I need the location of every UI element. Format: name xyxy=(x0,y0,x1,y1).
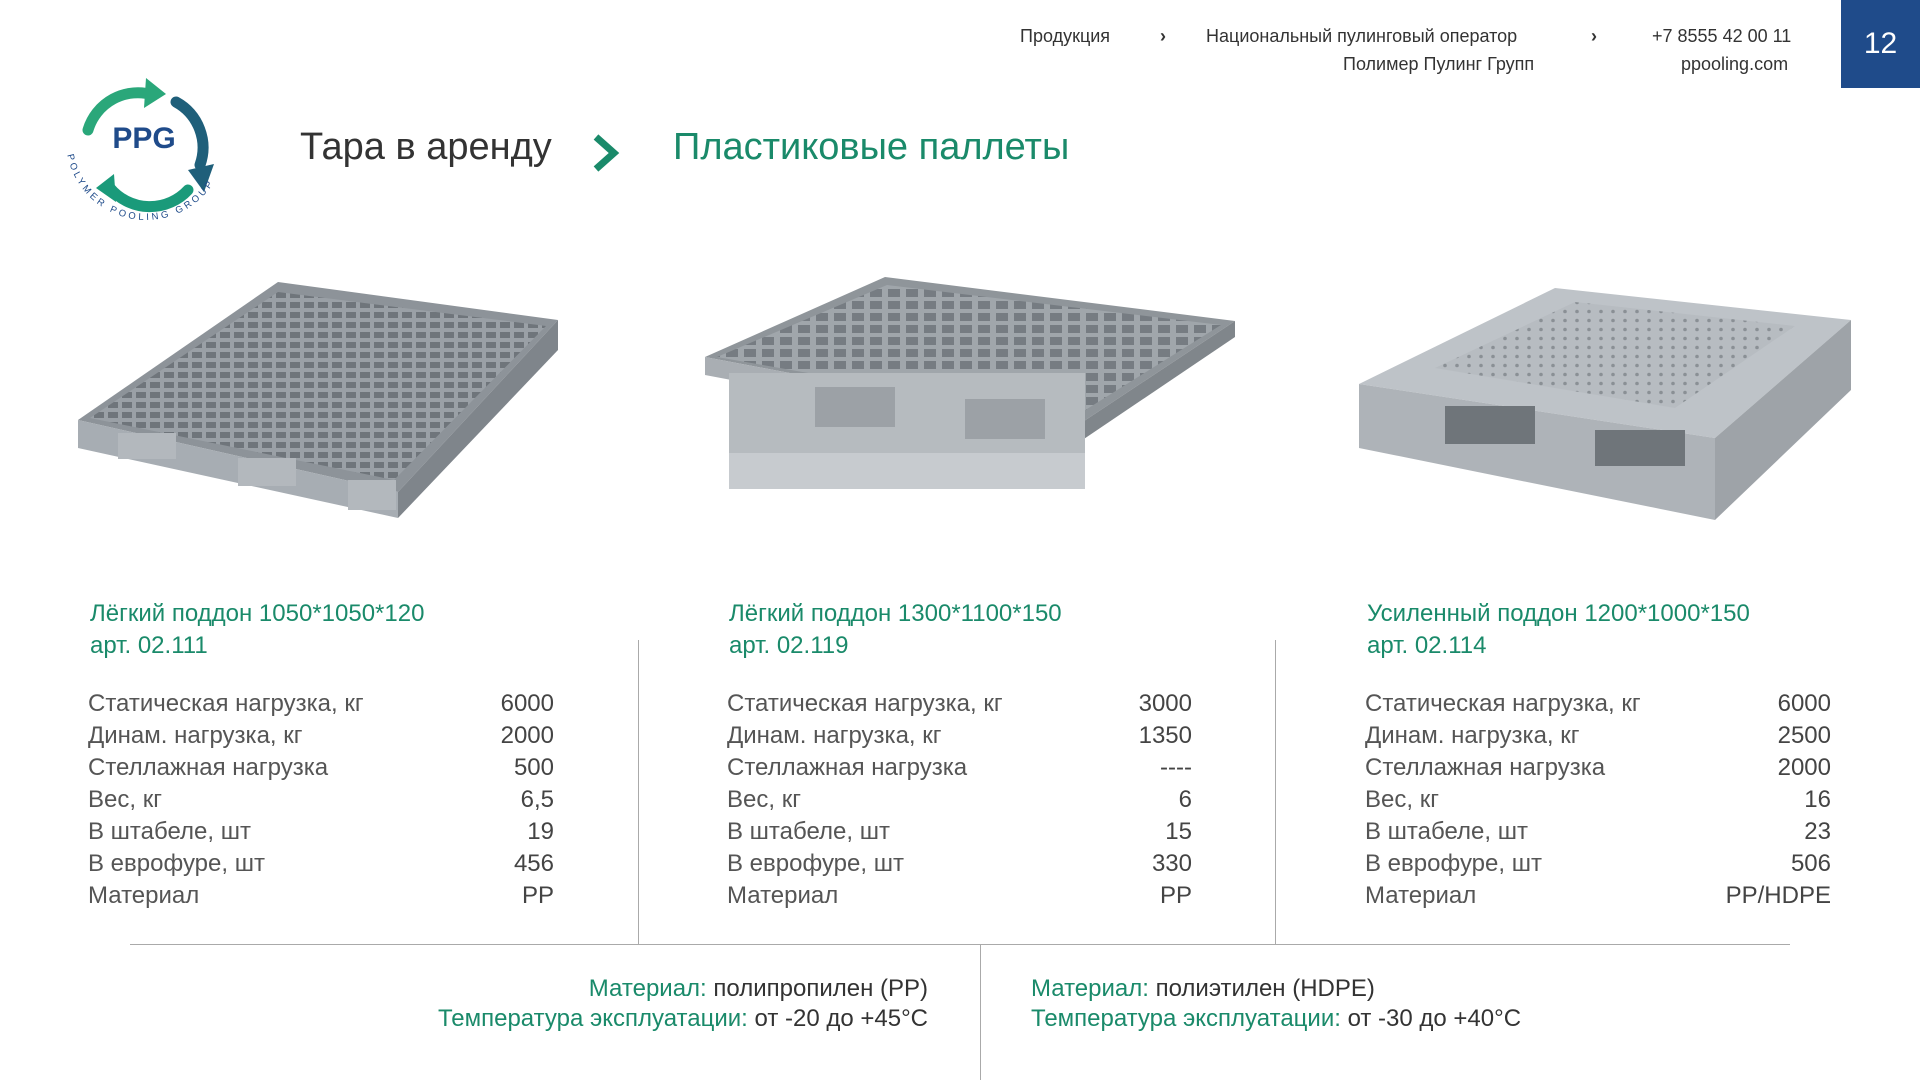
temperature-line xyxy=(438,1004,928,1034)
logo-ring-text: POLYMER POOLING GROUP xyxy=(64,152,217,224)
spec-table xyxy=(88,690,554,922)
chevron-right-icon xyxy=(590,133,620,178)
spec-row xyxy=(88,882,554,914)
logo-letters: PPG xyxy=(112,122,176,155)
material-divider xyxy=(980,944,981,1080)
spec-label: Стеллажная нагрузка xyxy=(88,754,329,781)
chevron-right-icon: › xyxy=(1591,26,1597,46)
spec-value: 15 xyxy=(1165,818,1192,845)
spec-row xyxy=(88,786,554,818)
spec-label: Динам. нагрузка, кг xyxy=(727,722,942,749)
spec-value: 6 xyxy=(1178,786,1192,813)
page-subtitle: Пластиковые паллеты xyxy=(673,126,1070,168)
material-info-left xyxy=(438,974,928,1034)
spec-label: Вес, кг xyxy=(1365,786,1439,813)
spec-label: В штабеле, шт xyxy=(1365,818,1528,845)
spec-label: Материал xyxy=(88,882,200,909)
nav-operator-link[interactable]: Национальный пулинговый оператор xyxy=(1206,26,1518,46)
spec-label: В штабеле, шт xyxy=(88,818,251,845)
column-divider xyxy=(1275,640,1276,944)
material-line xyxy=(438,974,928,1004)
spec-value: 1350 xyxy=(1138,722,1192,749)
spec-value: 2000 xyxy=(1777,754,1831,781)
product-title: Лёгкий поддон 1300*1100*150 xyxy=(729,600,1062,627)
material-line xyxy=(1031,974,1521,1004)
spec-value: 2500 xyxy=(1777,722,1831,749)
spec-row xyxy=(1365,690,1831,722)
spec-row xyxy=(727,882,1192,914)
temperature-value: от -20 до +45°C xyxy=(754,1005,928,1032)
spec-table xyxy=(1365,690,1831,922)
material-label: Материал: xyxy=(588,975,707,1002)
spec-label: Статическая нагрузка, кг xyxy=(1365,690,1641,717)
spec-row xyxy=(88,722,554,754)
spec-value: 23 xyxy=(1804,818,1831,845)
phone-number[interactable]: +7 8555 42 00 11 xyxy=(1652,26,1792,46)
spec-row xyxy=(727,850,1192,882)
spec-label: Вес, кг xyxy=(727,786,801,813)
spec-label: Статическая нагрузка, кг xyxy=(88,690,364,717)
temperature-value: от -30 до +40°C xyxy=(1347,1005,1522,1032)
product-title: Усиленный поддон 1200*1000*150 xyxy=(1367,600,1750,627)
spec-row xyxy=(1365,882,1831,914)
spec-value: 6000 xyxy=(500,690,554,717)
spec-label: Динам. нагрузка, кг xyxy=(1365,722,1580,749)
spec-table xyxy=(727,690,1192,922)
spec-value: 456 xyxy=(513,850,554,877)
material-label: Материал: xyxy=(1031,975,1149,1002)
spec-label: В еврофуре, шт xyxy=(88,850,265,877)
spec-label: В еврофуре, шт xyxy=(1365,850,1542,877)
pallet-image xyxy=(705,275,1240,500)
pallet-image xyxy=(78,270,568,525)
spec-row xyxy=(727,818,1192,850)
spec-row xyxy=(88,690,554,722)
website-link[interactable]: ppooling.com xyxy=(1681,54,1789,74)
spec-row xyxy=(727,690,1192,722)
temperature-label: Температура эксплуатации: xyxy=(1031,1005,1341,1032)
spec-row xyxy=(88,754,554,786)
material-value: полиэтилен (HDPE) xyxy=(1155,975,1375,1002)
spec-value: 6,5 xyxy=(520,786,554,813)
spec-row xyxy=(88,850,554,882)
spec-value: PP xyxy=(1159,882,1192,909)
spec-row xyxy=(727,722,1192,754)
product-title: Лёгкий поддон 1050*1050*120 xyxy=(90,600,425,627)
material-info-right xyxy=(1031,974,1521,1034)
spec-label: Материал xyxy=(727,882,839,909)
page-number: 12 xyxy=(1863,27,1898,60)
spec-label: Статическая нагрузка, кг xyxy=(727,690,1003,717)
spec-label: Материал xyxy=(1365,882,1477,909)
company-name: Полимер Пулинг Групп xyxy=(1343,54,1535,74)
spec-value: 2000 xyxy=(500,722,554,749)
spec-label: Вес, кг xyxy=(88,786,162,813)
temperature-line xyxy=(1031,1004,1521,1034)
spec-value: 16 xyxy=(1804,786,1831,813)
spec-label: Стеллажная нагрузка xyxy=(1365,754,1606,781)
temperature-label: Температура эксплуатации: xyxy=(437,1005,748,1032)
product-article: арт. 02.111 xyxy=(90,632,208,659)
spec-row xyxy=(88,818,554,850)
spec-label: Стеллажная нагрузка xyxy=(727,754,968,781)
pallet-image xyxy=(1355,280,1855,525)
spec-label: Динам. нагрузка, кг xyxy=(88,722,303,749)
spec-value: 3000 xyxy=(1138,690,1192,717)
ppg-logo-icon xyxy=(58,70,233,225)
spec-value: PP/HDPE xyxy=(1725,882,1831,909)
spec-value: PP xyxy=(521,882,554,909)
page-number-badge xyxy=(1841,0,1920,88)
column-divider xyxy=(638,640,639,944)
product-article: арт. 02.114 xyxy=(1367,632,1487,659)
spec-row xyxy=(1365,818,1831,850)
material-value: полипропилен (PP) xyxy=(713,975,928,1002)
spec-row xyxy=(727,754,1192,786)
spec-value: 500 xyxy=(513,754,554,781)
spec-value: ---- xyxy=(1160,754,1192,781)
section-divider xyxy=(130,944,1790,945)
spec-row xyxy=(1365,850,1831,882)
spec-row xyxy=(1365,754,1831,786)
spec-value: 506 xyxy=(1790,850,1831,877)
spec-row xyxy=(1365,786,1831,818)
product-article: арт. 02.119 xyxy=(729,632,849,659)
page-title: Тара в аренду xyxy=(300,126,552,168)
spec-row xyxy=(727,786,1192,818)
chevron-right-icon: › xyxy=(1160,26,1166,46)
spec-label: В штабеле, шт xyxy=(727,818,890,845)
spec-label: В еврофуре, шт xyxy=(727,850,904,877)
spec-value: 19 xyxy=(527,818,554,845)
spec-value: 330 xyxy=(1151,850,1192,877)
spec-row xyxy=(1365,722,1831,754)
spec-value: 6000 xyxy=(1777,690,1831,717)
nav-produkciya-link[interactable]: Продукция xyxy=(1020,26,1111,46)
